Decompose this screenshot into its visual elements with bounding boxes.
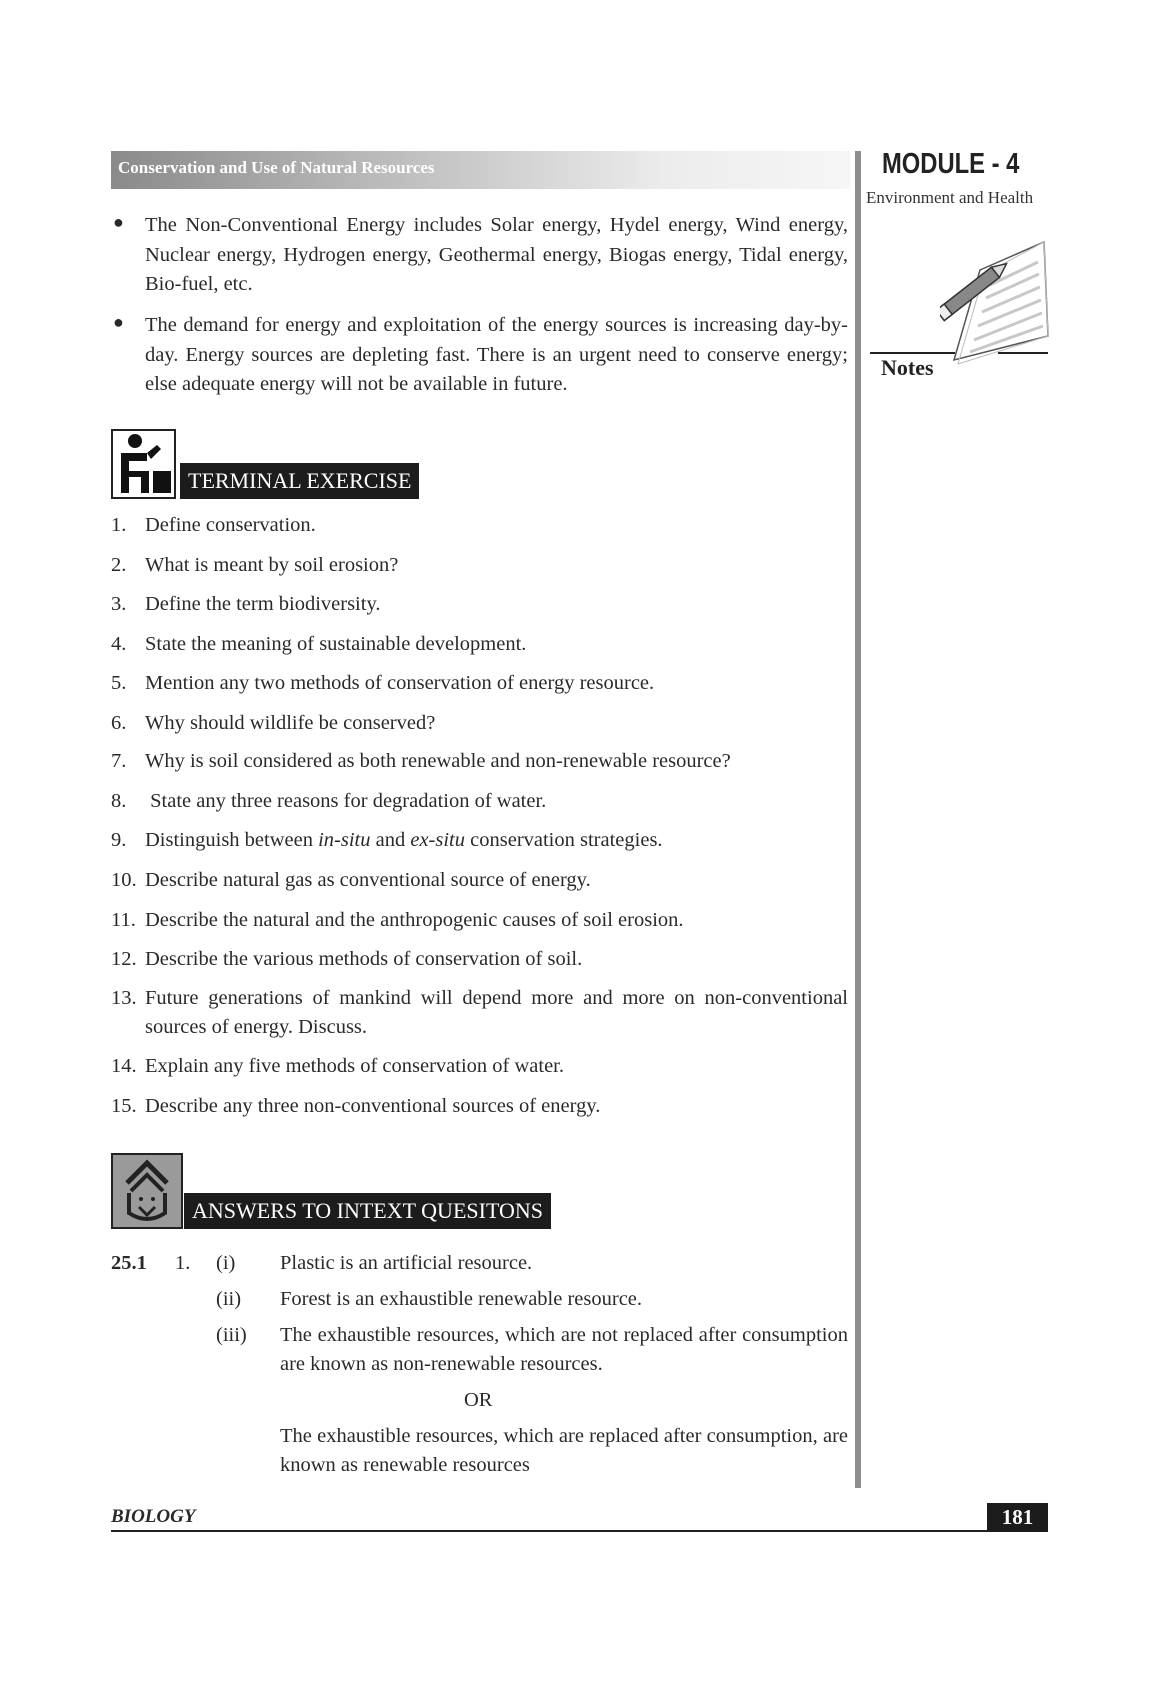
question-text-part: and: [370, 829, 411, 851]
question-number: 2.: [111, 554, 127, 576]
question-number: 6.: [111, 712, 127, 734]
question-item: [111, 590, 848, 619]
question-item: [111, 669, 848, 698]
question-number: 15.: [111, 1095, 137, 1117]
question-number: 13.: [111, 987, 137, 1009]
question-item: [111, 747, 848, 776]
question-number: 10.: [111, 869, 137, 891]
question-text: [145, 826, 848, 855]
question-number: 14.: [111, 1055, 137, 1077]
answer-label: (iii): [216, 1324, 247, 1346]
notes-rule: [870, 352, 955, 354]
question-text: [145, 1092, 848, 1121]
question-item: [111, 826, 848, 855]
module-label: MODULE - 4: [882, 148, 1020, 180]
or-separator: OR: [464, 1389, 493, 1411]
bullet-icon: ●: [113, 212, 124, 232]
section-title: ANSWERS TO INTEXT QUESITONS: [184, 1193, 551, 1229]
question-item: [111, 551, 848, 580]
question-text-part: Describe the natural and the anthropogenic causes of soil erosion.: [145, 909, 684, 931]
question-item: [111, 709, 848, 738]
question-text-part: Why is soil considered as both renewable and non-renewable resource?: [145, 750, 731, 772]
answer-text: Forest is an exhaustible renewable resource.: [280, 1288, 643, 1310]
question-text-part: Define the term biodiversity.: [145, 593, 381, 615]
question-text-part: State the meaning of sustainable development.: [145, 633, 527, 655]
smiley-house-icon: [111, 1153, 183, 1229]
question-number: 1.: [111, 514, 127, 536]
question-number: 9.: [111, 829, 127, 851]
question-text-part: Describe natural gas as conventional source of energy.: [145, 869, 591, 891]
question-item: [111, 630, 848, 659]
question-text: [145, 866, 848, 895]
notes-rule: [998, 352, 1048, 354]
answer-label: (ii): [216, 1288, 242, 1310]
bullet-paragraph: The demand for energy and exploitation of the energy sources is increasing day-by-day. Energy sources are depleting fast. There is an urgent need to conserve energy; else adequate energy will not be available in future.: [145, 314, 848, 395]
question-text-part: Describe the various methods of conservation of soil.: [145, 948, 583, 970]
question-text-part: conservation strategies.: [465, 829, 663, 851]
question-item: [111, 1052, 848, 1081]
question-number: 8.: [111, 790, 127, 812]
answer-text: Plastic is an artificial resource.: [280, 1252, 533, 1274]
bullet-paragraph: The Non-Conventional Energy includes Solar energy, Hydel energy, Wind energy, Nuclear energy, Hydrogen energy, Geothermal energy, Biogas energy, Tidal energy, Bio-fuel, etc.: [145, 214, 848, 295]
answer-label: (i): [216, 1252, 236, 1274]
question-number: 7.: [111, 750, 127, 772]
footer-rule: [111, 1530, 1048, 1532]
question-text-part: Describe any three non-conventional sources of energy.: [145, 1095, 601, 1117]
notes-label: Notes: [881, 355, 934, 380]
question-number: 5.: [111, 672, 127, 694]
margin-divider: [855, 151, 861, 1488]
question-item: [111, 945, 848, 974]
question-text: [145, 787, 848, 816]
question-item: [111, 1092, 848, 1121]
answer-section-number: 25.1: [111, 1252, 147, 1274]
section-title: TERMINAL EXERCISE: [180, 463, 419, 499]
italic-term: in-situ: [318, 829, 371, 851]
question-item: [111, 787, 848, 816]
bullet-icon: ●: [113, 312, 124, 332]
question-text: [145, 551, 848, 580]
question-text-part: State any three reasons for degradation of water.: [145, 790, 547, 812]
question-text: [145, 709, 848, 738]
question-item: [111, 906, 848, 935]
question-text-part: What is meant by soil erosion?: [145, 554, 399, 576]
question-number: 4.: [111, 633, 127, 655]
question-text: [145, 590, 848, 619]
question-number: 3.: [111, 593, 127, 615]
answer-question-number: 1.: [175, 1252, 191, 1274]
question-text: [145, 630, 848, 659]
question-text: [145, 906, 848, 935]
chapter-header-bar: [111, 151, 850, 189]
question-text-part: Explain any five methods of conservation of water.: [145, 1055, 564, 1077]
question-text-part: Mention any two methods of conservation of energy resource.: [145, 672, 655, 694]
page-number: 181: [987, 1503, 1048, 1532]
answer-text: The exhaustible resources, which are not replaced after consumption are known as non-renewable resources.: [280, 1324, 848, 1375]
question-item: [111, 866, 848, 895]
question-text: [145, 1052, 848, 1081]
footer-subject: BIOLOGY: [111, 1506, 196, 1527]
italic-term: ex-situ: [410, 829, 466, 851]
question-text-part: Define conservation.: [145, 514, 316, 536]
question-text: [145, 945, 848, 974]
question-text-part: Why should wildlife be conserved?: [145, 712, 436, 734]
question-text: [145, 984, 854, 1042]
notepad-pencil-icon: [940, 240, 1050, 365]
question-item: [111, 511, 848, 540]
answer-alternative: The exhaustible resources, which are replaced after consumption, are known as renewable resources: [280, 1425, 848, 1476]
student-writing-icon: [111, 429, 176, 499]
question-text: [145, 511, 848, 540]
module-subtitle: Environment and Health: [866, 188, 1034, 207]
question-item: [111, 984, 854, 1038]
question-text-part: Distinguish between: [145, 829, 319, 851]
question-number: 12.: [111, 948, 137, 970]
question-text-part: Future generations of mankind will depend more and more on non-conventional sources of energy. Discuss.: [145, 987, 854, 1038]
chapter-title: Conservation and Use of Natural Resources: [118, 158, 435, 177]
question-text: [145, 747, 848, 776]
question-text: [145, 669, 848, 698]
question-number: 11.: [111, 909, 136, 931]
